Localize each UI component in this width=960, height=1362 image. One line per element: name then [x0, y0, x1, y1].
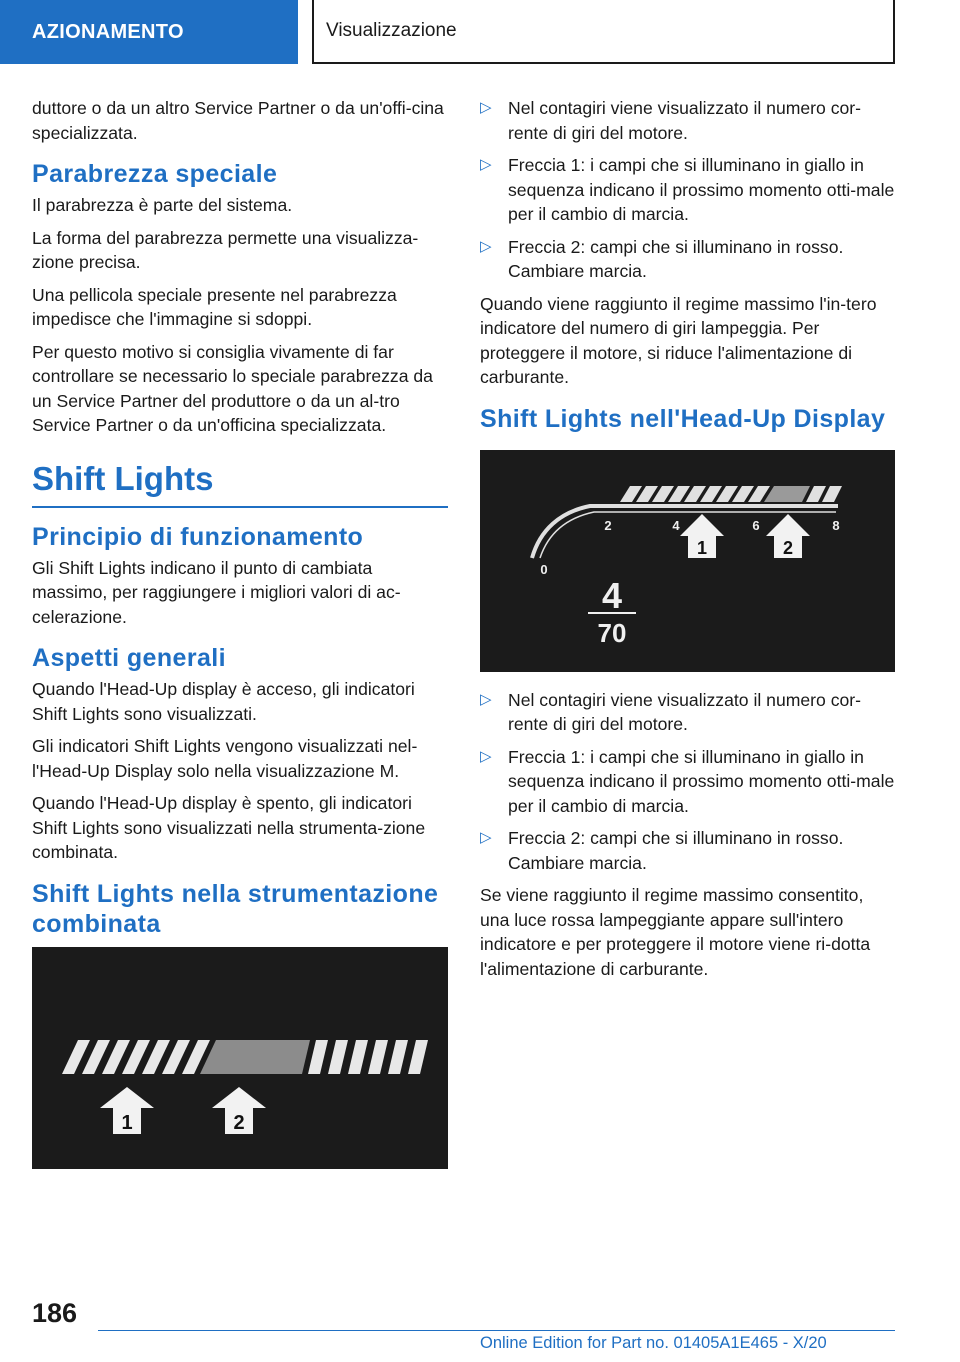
triangle-right-icon: ▷	[480, 237, 492, 255]
heading-aspetti: Aspetti generali	[32, 644, 226, 672]
rev-segment	[408, 1040, 428, 1074]
aspetti-paragraph: Gli indicatori Shift Lights vengono visualizzati nel-l'Head-Up Display solo nella visualizzazione M.	[32, 736, 418, 781]
list-item: ▷ Freccia 2: campi che si illuminano in rosso. Cambiare marcia.	[480, 828, 844, 873]
right-column	[480, 96, 896, 989]
parabrezza-paragraph: Per questo motivo si consiglia vivamente di far controllare se necessario lo speciale parabrezza da un Service Partner del produttore o da un al-tro Service Partner o da un'officina specializzata.	[32, 341, 433, 435]
principio-paragraph: Gli Shift Lights indicano il punto di cambiata massimo, per raggiungere i migliori valori di ac-celerazione.	[32, 557, 401, 627]
left-column	[32, 96, 448, 1185]
heading-strumentazione: Shift Lights nella strumentazione combinata	[32, 879, 439, 938]
list-item: ▷ Freccia 1: i campi che si illuminano in giallo in sequenza indicano il prossimo momento otti-male per il cambio di marcia.	[480, 746, 895, 816]
up-arrow-icon	[100, 1087, 154, 1134]
tick-label: 4	[672, 517, 680, 533]
triangle-right-icon: ▷	[480, 829, 492, 846]
hud-speed-value: 70	[597, 617, 627, 648]
parabrezza-paragraph: Una pellicola speciale presente nel parabrezza impedisce che l'immagine si sdoppi.	[32, 284, 397, 329]
hud-gear-value: 4	[601, 574, 623, 616]
max-regime-paragraph: Se viene raggiunto il regime massimo consentito, una luce rossa lampeggiante appare sull'intero indicatore e per proteggere il motore viene ri-dotta l'alimentazione di carburante.	[480, 885, 871, 979]
arrow-label: 1	[121, 1111, 133, 1134]
triangle-right-icon: ▷	[480, 747, 492, 765]
footer-divider	[98, 1330, 895, 1331]
tick-label: 0	[540, 561, 548, 577]
rev-segments	[62, 1040, 428, 1074]
heading-principio: Principio di funzionamento	[32, 522, 364, 551]
triangle-right-icon: ▷	[480, 99, 492, 116]
triangle-right-icon: ▷	[480, 690, 492, 708]
list-item: ▷ Freccia 2: campi che si illuminano in rosso. Cambiare marcia.	[480, 236, 844, 281]
rev-segment	[348, 1040, 368, 1074]
bullet-list-bottom	[480, 688, 896, 876]
up-arrow-icon	[212, 1087, 266, 1134]
regime-paragraph: Quando viene raggiunto il regime massimo l'in-tero indicatore del numero di giri lampeggia. Per proteggere il motore, si riduce l'alimentazione di carburante.	[480, 293, 877, 387]
rev-segment	[388, 1040, 408, 1074]
head-up-display-figure	[480, 450, 895, 672]
arrow-label: 2	[782, 537, 794, 558]
bullet-list-top	[480, 96, 896, 284]
page-number: 186	[32, 1298, 78, 1328]
hud-rev-segments	[620, 486, 842, 502]
tick-label: 8	[832, 517, 840, 533]
rev-segment	[328, 1040, 348, 1074]
triangle-right-icon: ▷	[480, 156, 492, 173]
rev-segment	[368, 1040, 388, 1074]
chapter-title: Visualizzazione	[312, 0, 895, 64]
arrow-label: 2	[233, 1111, 245, 1134]
list-item: ▷ Nel contagiri viene visualizzato il numero cor-rente di giri del motore.	[480, 689, 862, 734]
list-item: ▷ Freccia 1: i campi che si illuminano in giallo in sequenza indicano il prossimo momento otti-male per il cambio di marcia.	[480, 155, 895, 224]
heading-shift-lights: Shift Lights	[32, 458, 448, 508]
section-tab: AZIONAMENTO	[0, 0, 298, 64]
tick-label: 6	[752, 517, 760, 533]
list-item: ▷ Nel contagiri viene visualizzato il numero cor-rente di giri del motore.	[480, 98, 862, 143]
arrow-label: 1	[696, 537, 708, 558]
parabrezza-paragraph: Il parabrezza è parte del sistema.	[32, 195, 293, 215]
aspetti-paragraph: Quando l'Head-Up display è acceso, gli indicatori Shift Lights sono visualizzati.	[32, 679, 415, 724]
instrument-cluster-figure	[32, 947, 448, 1169]
footer-edition: Online Edition for Part no. 01405A1E465 - X/20	[480, 1334, 827, 1352]
rev-segment	[308, 1040, 328, 1074]
rev-segment-active	[200, 1040, 310, 1074]
tick-label: 2	[604, 517, 612, 533]
up-arrow-icon	[766, 514, 810, 558]
parabrezza-paragraph: La forma del parabrezza permette una visualizza-zione precisa.	[32, 227, 419, 272]
heading-parabrezza: Parabrezza speciale	[32, 160, 278, 188]
aspetti-paragraph: Quando l'Head-Up display è spento, gli indicatori Shift Lights sono visualizzati nella strumenta-zione combinata.	[32, 793, 426, 862]
intro-paragraph: duttore o da un altro Service Partner o da un'offi-cina specializzata.	[32, 98, 444, 143]
heading-hud: Shift Lights nell'Head-Up Display	[480, 404, 886, 433]
up-arrow-icon	[680, 514, 724, 558]
